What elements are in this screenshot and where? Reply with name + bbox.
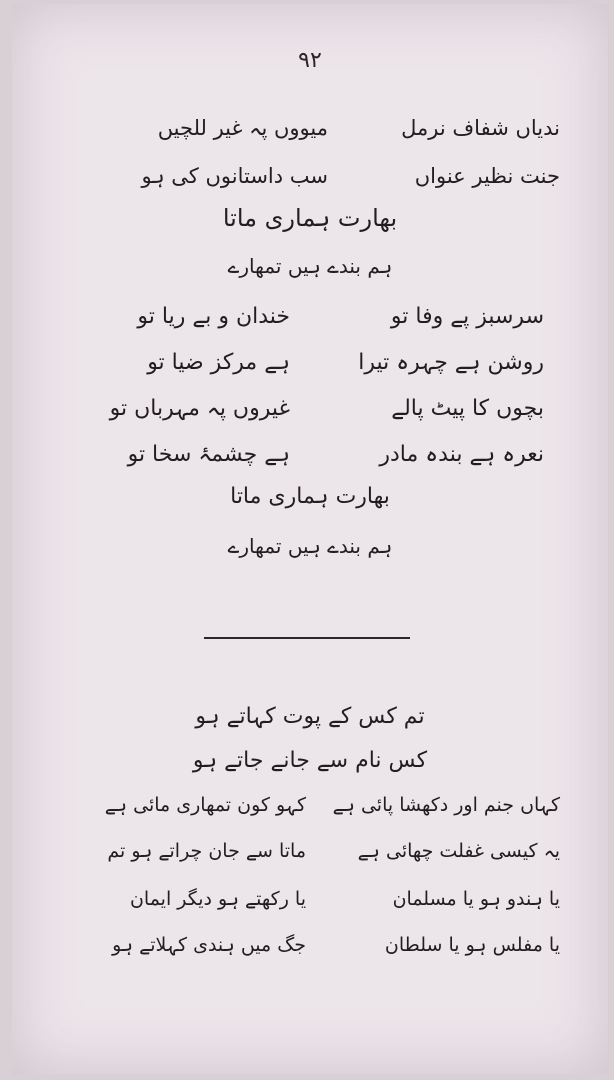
poem1-refrain2-line-2: ہم بندے ہیں تمھارے [227, 534, 393, 558]
poem1-couplet-2 [76, 164, 560, 200]
verse-right-hemistich: بچوں کا پیٹ پالے [391, 396, 544, 421]
verse-left-hemistich: غیروں پہ مہرباں تو [109, 396, 290, 421]
couplet-left-hemistich: سب داستانوں کی ہو [141, 164, 328, 188]
couplet-right-hemistich: ندیاں شفاف نرمل [401, 116, 560, 140]
verse-left-hemistich: یا رکھتے ہو دیگر ایمان [129, 888, 306, 910]
poem2-verse-2 [30, 840, 560, 878]
couplet-left-hemistich: میووں پہ غیر للچیں [157, 116, 328, 140]
poem1-couplet-1 [76, 116, 560, 152]
verse-right-hemistich: یا ہندو ہو یا مسلمان [392, 888, 560, 910]
poem1-refrain1-line-2: ہم بندے ہیں تمھارے [227, 254, 393, 278]
verse-left-hemistich: جگ میں ہندی کہلاتے ہو [112, 934, 306, 956]
couplet-right-hemistich: جنت نظیر عنواں [414, 164, 560, 188]
poem1-verse-3 [76, 396, 544, 434]
verse-left-hemistich: ماتا سے جان چراتے ہو تم [107, 840, 306, 862]
verse-right-hemistich: روشن ہے چہرہ تیرا [358, 350, 544, 375]
book-page [12, 4, 608, 1074]
verse-left-hemistich: ہے مرکز ضیا تو [147, 350, 290, 375]
poem1-refrain2-line-1: بھارت ہماری ماتا [230, 484, 390, 509]
section-divider [204, 637, 410, 639]
verse-right-hemistich: کہاں جنم اور دکھشا پائی ہے [332, 794, 560, 816]
poem1-refrain1-line-1: بھارت ہماری ماتا [222, 204, 398, 232]
poem2-verse-4 [30, 934, 560, 972]
verse-left-hemistich: کہو کون تمھاری مائی ہے [104, 794, 306, 816]
page-number: ٩٢ [298, 48, 322, 73]
poem2-opening-line-2: کس نام سے جانے جاتے ہو [192, 748, 428, 773]
poem2-verse-3 [30, 888, 560, 926]
verse-right-hemistich: سرسبز پے وفا تو [390, 304, 544, 329]
verse-right-hemistich: نعرہ ہے بندہ مادر [379, 442, 544, 467]
poem2-verse-1 [30, 794, 560, 832]
poem2-opening-line-1: تم کس کے پوت کہاتے ہو [195, 704, 425, 729]
poem1-verse-2 [76, 350, 544, 388]
verse-right-hemistich: یہ کیسی غفلت چھائی ہے [357, 840, 560, 862]
verse-right-hemistich: یا مفلس ہو یا سلطان [384, 934, 560, 956]
verse-left-hemistich: ہے چشمۂ سخا تو [127, 442, 290, 467]
verse-left-hemistich: خندان و بے ریا تو [137, 304, 290, 329]
poem1-verse-1 [76, 304, 544, 342]
poem1-verse-4 [76, 442, 544, 480]
